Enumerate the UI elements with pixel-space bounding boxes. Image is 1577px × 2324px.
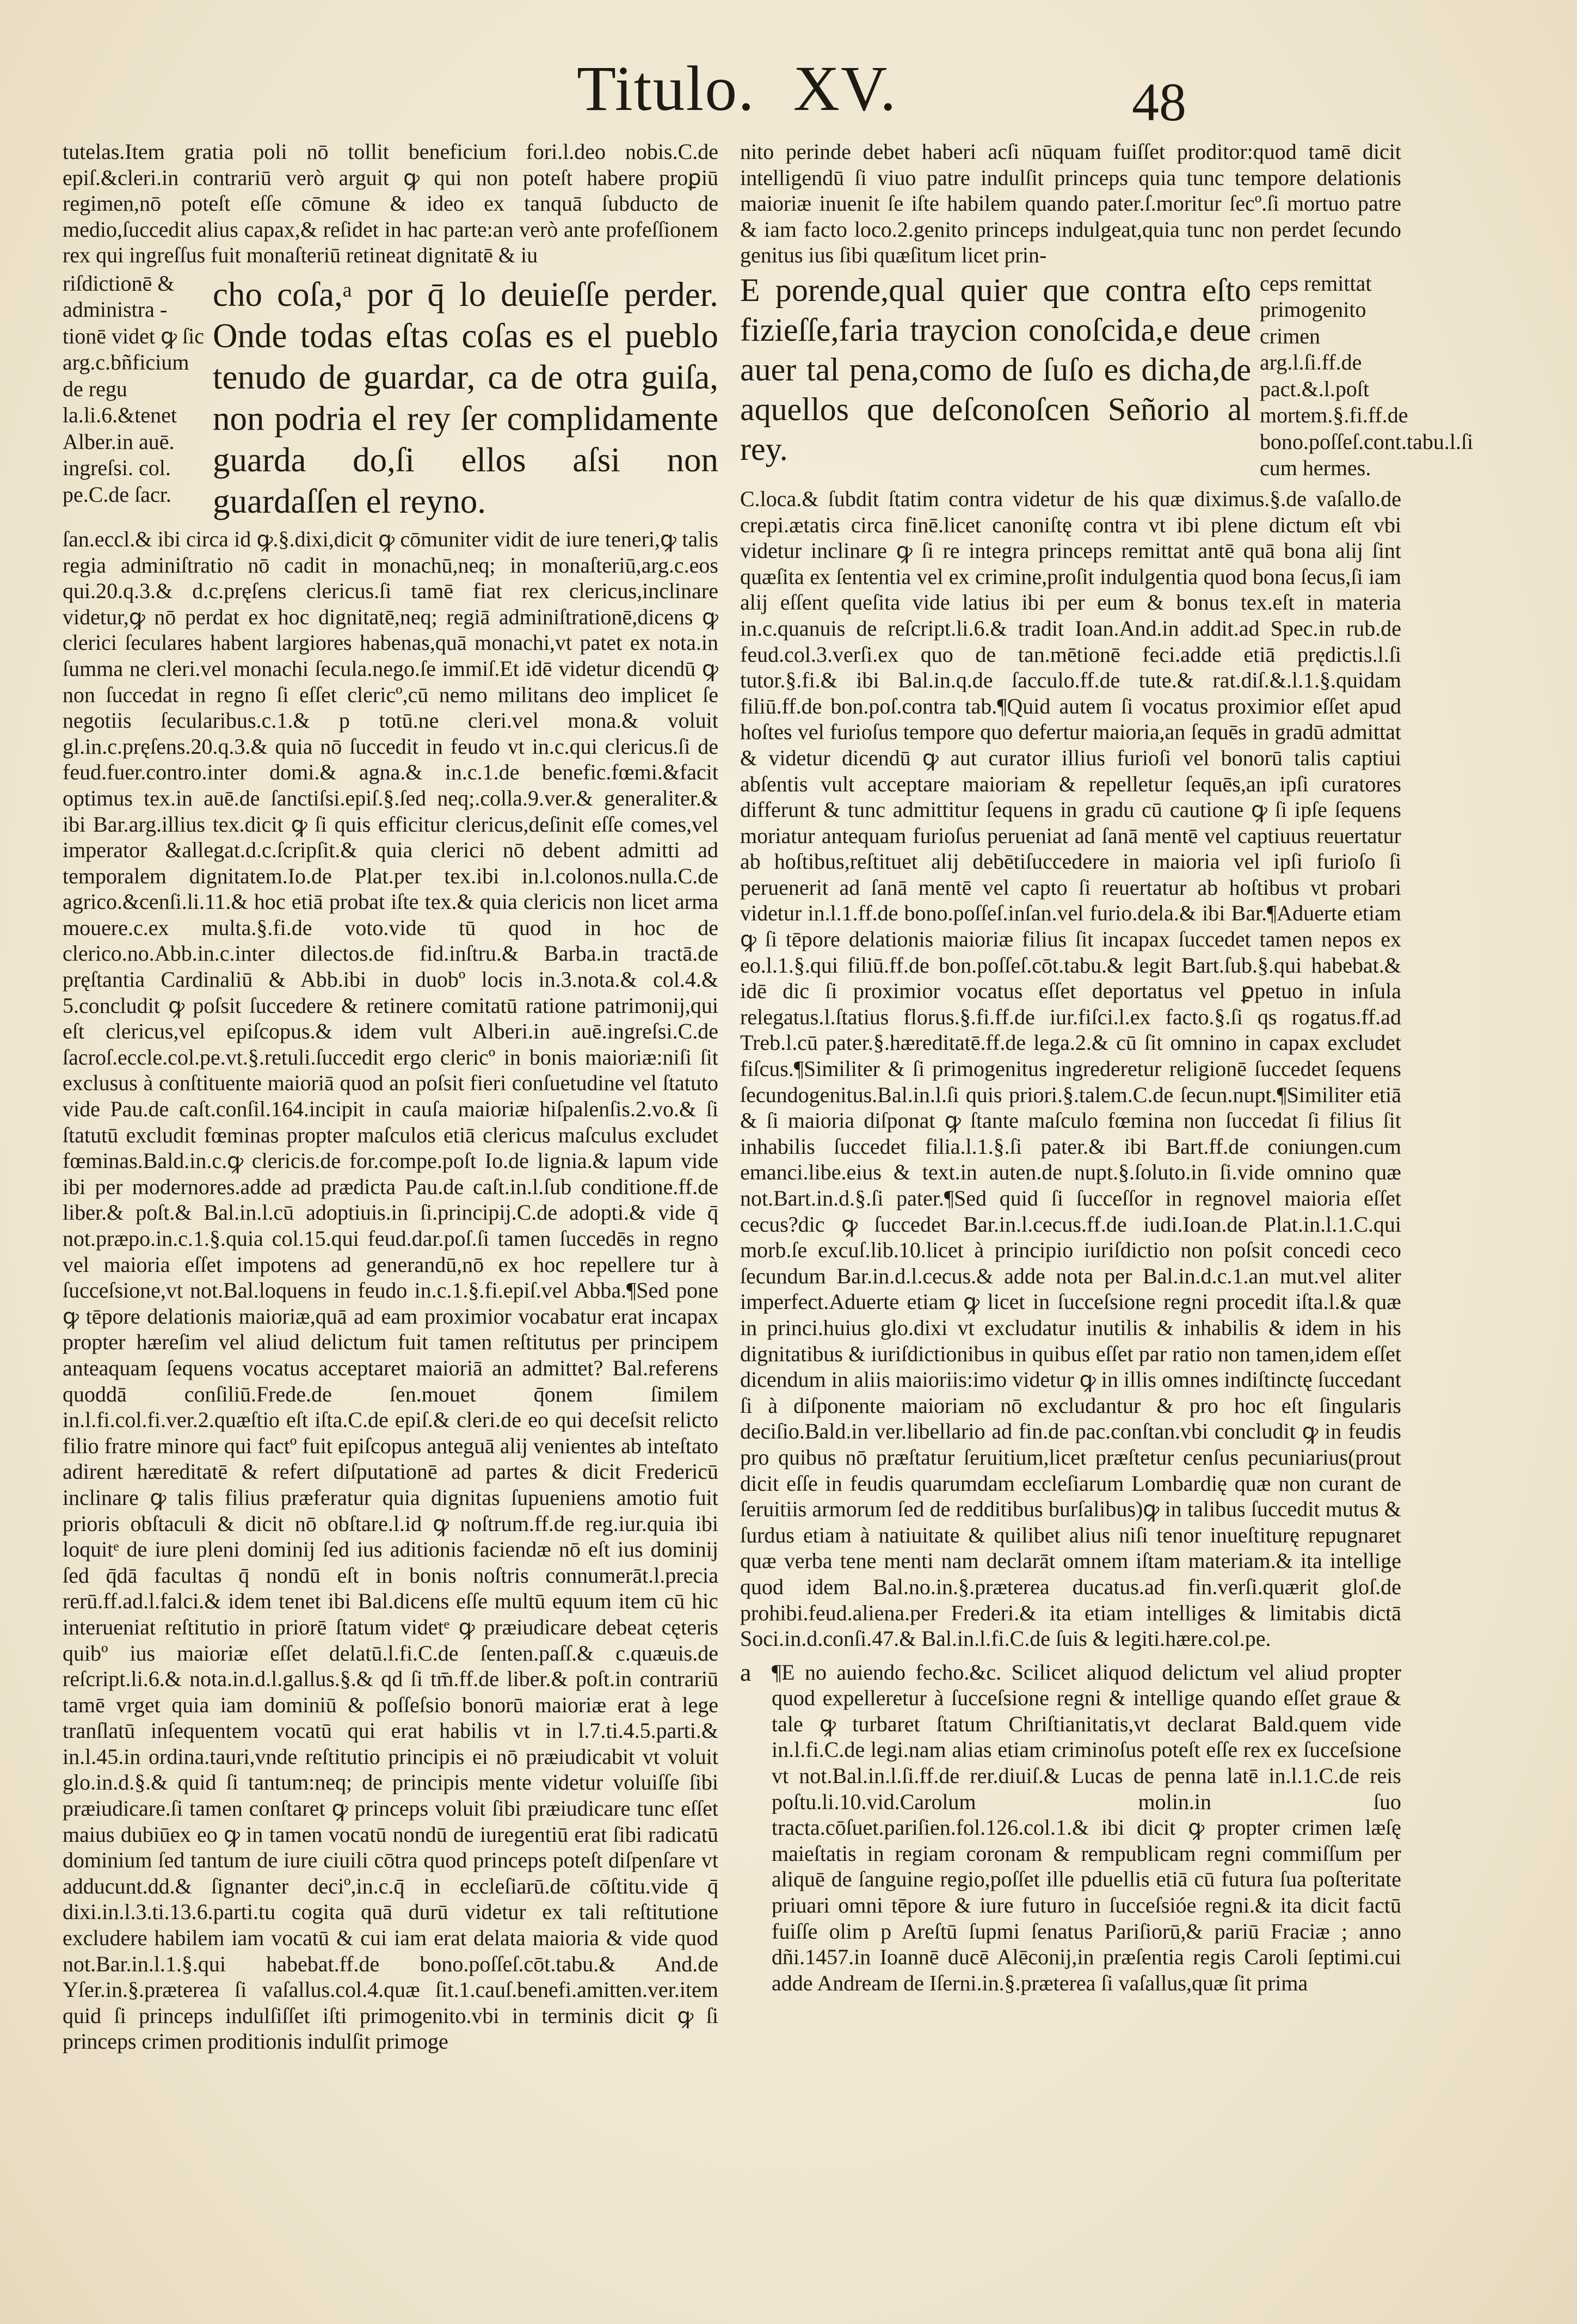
main-text-block [740,270,1474,482]
gloss-side: riſdictionē & administra - tionē videt ꝙ ſic arg.c.bñficium de regu la.li.6.&tenet Alber.in auē. ingreſsi. col. pe.C.de ſacr. [63,270,204,507]
gloss-body: C.loca.& ſubdit ſtatim contra videtur de his quæ diximus.§.de vaſallo.de crepi.ætatis circa finē.licet canoniſtę contra vt ibi plene dictum eſt vbi videtur inclinare ꝙ ſi re integra princeps remittat antē quā bona alij ſint quæſita ex ſententia vel ex crimine,proſit indulgentia quod bona ſecus,ſi iam alij eſſent queſita vide latius ibi per eum & bonus tex.eſt in materia in.c.quanuis de reſcript.li.6.& tradit Ioan.And.in addit.ad Spec.in rub.de feud.col.3.verſi.ex quo de tan.mētionē feci.adde etiā prędictis.l.ſi tutor.§.fi.& ibi Bal.in.q.de ſacculo.ff.de tute.& rat.diſ.&.l.1.§.quidam filiū.ff.de bon.poſ.contra tab.¶Quid autem ſi vocatus proximior eſſet apud hoſtes vel furioſus tempore quo defertur maioria,an ſequēs in gradū admittat & videtur dicendū ꝙ aut curator illius furioſi vel bonorū talis captiui abſentis vult acceptare maioriam & repelletur ſequēs,an ipſi curatores differunt & tunc admittitur ſequens in gradu cū cautione ꝙ ſi ipſe ſequens moriatur antequam furioſus perueniat ad ſanā mentē vel captiuus reuertatur ab hoſtibus,reſtituet alij debētiſuccedere in maioria vel ipſi furioſo ſi peruenerit ad ſanā mentē vel capto ſi reuertatur ab hoſtibus vt probari videtur in.l.1.ff.de bono.poſſeſ.inſan.vel furio.dela.& ibi Bar.¶Aduerte etiam ꝙ ſi tēpore delationis maioriæ filius ſit incapax ſuccedet tamen nepos ex eo.l.1.§.qui filiū.ff.de bon.poſſeſ.cōt.tabu.& legit Bart.ſub.§.qui habebat.& idē dic ſi proximior vocatus eſſet deportatus vel ꝑpetuo in inſula relegatus.l.ſtatius florus.§.fi.ff.de iur.fiſci.l.ex facto.§.ſi qs rogatus.ff.ad Treb.l.cū pater.§.hæreditatē.ff.de lega.2.& cū ſit omnino in capax excludet fiſcus.¶Similiter & ſi primogenitus ingrederetur religionē ſuccedet ſequens ſecundogenitus.Bal.in.l.ſi quis priori.§.talem.C.de ſecun.nupt.¶Similiter etiā & ſi maioria diſponat ꝙ ſtante maſculo fœmina non ſuccedat ſi filius ſit inhabilis ſuccedet filia.l.1.§.ſi pater.& ibi Bart.ff.de coniungen.cum emanci.libe.eius & text.in auten.de nupt.§.ſoluto.in ſi.vide omnino quæ not.Bart.in.d.§.ſi pater.¶Sed quid ſi ſucceſſor in regnovel maioria eſſet cecus?dic ꝙ ſuccedet Bar.in.l.cecus.ff.de iudi.Ioan.de Plat.in.l.1.C.qui morb.ſe excuſ.lib.10.licet à principio iuriſdictio non poſsit concedi ceco ſecundum Bar.in.d.l.cecus.& adde nota per Bal.in.d.c.1.an mut.vel aliter imperfect.Aduerte etiam ꝙ licet in ſucceſsione regni procedit iſta.l.& quæ in princi.huius glo.dixi vt excludatur inutilis & inhabilis & idem in his dignitatibus & iuriſdictionibus in quibus eſſet par ratio non tamen,idem eſſet dicendum in aliis maioriis:imo videtur ꝙ in illis omnes indiſtinctę ſuccedant ſi à diſponente maioriam nō excludantur & pro hoc eſt ſingularis deciſio.Bald.in ver.libellario ad fin.de pac.conſtan.vbi concludit ꝙ in feudis pro quibus nō præſtatur ſeruitium,licet præſtetur cenſus pecuniarius(prout dicit eſſe in feudis quarumdam eccleſiarum Lombardię quæ non curant de ſeruitiis armorum ſed de redditibus burſalibus)ꝙ in talibus ſuccedit mutus & ſurdus etiam à natiuitate & quilibet alius niſi tenor inueſtiturę repugnaret quæ verba tene menti nam declarāt omnem iſtam materiam.& ita intellige quod idem Bal.no.in.§.præterea ducatus.ad fin.verſi.quærit gloſ.de prohibi.feud.aliena.per Frederi.& ita etiam intelliges & limitabis dictā Soci.in.d.conſi.47.& Bal.in.l.fi.C.de ſuis & legiti.hære.col.pe. [740,486,1401,1651]
gloss-body: ſan.eccl.& ibi circa id ꝙ.§.dixi,dicit ꝙ cōmuniter vidit de iure teneri,ꝙ talis regia adminiſtratio nō cadit in monachū,neq; in monaſteriū,arg.c.eos qui.20.q.3.& d.c.pręſens clericus.ſi tamē fiat rex clericus,inclinare videtur,ꝙ nō perdat ex hoc dignitatē,neq; regiā adminiſtrationē,dicens ꝙ clerici ſeculares habent largiores habenas,quā monachi,vt patet ex nota.in ſumma ne cleri.vel monachi ſecula.nego.ſe immiſ.Et idē videtur dicendū ꝙ non ſuccedat in regno ſi eſſet clericº,cū nemo militans deo implicet ſe negotiis ſecularibus.c.1.& p totū.ne cleri.vel mona.& voluit gl.in.c.pręſens.20.q.3.& quia nō ſuccedit in feudo vt in.c.qui clericus.ſi de feud.fuer.contro.inter domi.& agna.& in.c.1.de benefic.fœmi.&facit optimus tex.in auē.de ſanctiſsi.epiſ.§.ſed neq;.colla.9.ver.& generaliter.& ibi Bar.arg.illius tex.dicit ꝙ ſi quis efficitur clericus,deſinit eſſe comes,vel imperator &allegat.d.c.ſcripſit.& quia clerici nō debent admitti ad temporalem dignitatem.Io.de Plat.per tex.ibi in.l.colonos.nulla.C.de agrico.&cenſi.li.11.& hoc etiā probat iſte tex.& quia clericis non licet arma mouere.c.ex multa.§.fi.de voto.vide tū quod in hoc de clerico.no.Abb.in.c.inter dilectos.de fid.inſtru.& Barba.in tractā.de pręſtantia Cardinaliū & Abb.ibi in duobº locis in.3.nota.& col.4.& 5.concludit ꝙ poſsit ſuccedere & retinere comitatū ratione patrimonij,qui eſt clericus,vel epiſcopus.& idem vult Alberi.in auē.ingreſsi.C.de ſacroſ.eccle.col.pe.vt.§.retuli.ſuccedit ergo clericº in bonis maioriæ:niſi ſit exclusus à conſtituente maioriā quod an poſsit fieri conſuetudine vel ſtatuto vide Pau.de caſt.conſil.164.incipit in cauſa maioriæ hiſpalenſis.2.vo.& ſi ſtatutū excludit fœminas propter maſculos etiā clericus maſculus excludet fœminas.Bald.in.c.ꝙ clericis.de for.compe.poſt Io.de lignia.& lapum vide ibi per modernores.adde ad prædicta Pau.de caſt.in.l.ſub conditione.ff.de liber.& poſt.& Bal.in.l.cū adoptiuis.in ſi.principij.C.de adopti.& vide q̄ not.præpo.in.c.1.§.quia col.15.qui feud.dar.poſ.ſi tamen ſuccedēs in regno vel maioria eſſet impotens ad generandū,nō ex hoc repellere tur à ſucceſsione,vt not.Bal.loquens in feudo in.c.1.§.fi.epiſ.vel Abba.¶Sed pone ꝙ tēpore delationis maioriæ,quā ad eam proximior vocabatur erat incapax propter hæreſim vel aliud delictum fuit tamen reſtitutus per principem anteaquam ſequens vocatus acceptaret maioriā an admittet? Bal.referens quoddā conſiliū.Frede.de ſen.mouet q̄onem ſimilem in.l.fi.col.fi.ver.2.quæſtio eſt iſta.C.de epiſ.& cleri.de eo qui deceſsit relicto filio fratre minore qui factº fuit epiſcopus anteguā alij venientes ab inteſtato adirent hæreditatē & refert diſputationē ad partes & dicit Fredericū inclinare ꝙ talis filius præferatur quia dignitas ſupueniens amotio fuit prioris obſtaculi & dicit nō obſtare.l.id ꝙ noſtrum.ff.de reg.iur.quia ibi loquitᵉ de iure pleni dominij ſed ius aditionis faciendæ nō eſt ius dominij ſed q̄dā facultas q̄ nondū eſt in bonis noſtris connumerāt.l.precia rerū.ff.ad.l.falci.& idem tenet ibi Bal.dicens eſſe multū equum item cū hic interueniat reſtitutio in priorē ſtatum videtᵉ ꝙ præiudicare debeat cęteris quibº ius maioriæ eſſet delatū.l.fi.C.de ſenten.paſſ.& c.quæuis.de reſcript.li.6.& nota.in.d.l.gallus.§.& qd ſi tm̄.ff.de liber.& poſt.in contrariū tamē vrget quia iam dominiū & poſſeſsio bonorū maioriæ erat à lege tranſlatū inſequentem vocatū qui erat habilis vt in l.7.ti.4.5.parti.& in.l.45.in ordina.tauri,vnde reſtitutio principis ei nō præiudicabit vt voluit glo.in.d.§.& quid ſi tantum:neq; de principis mente videtur voluiſſe ſibi præiudicare.ſi tamen conſtaret ꝙ princeps voluit ſibi præiudicare tunc eſſet maius dubiūex eo ꝙ in tamen vocatū nondū de iuregentiū erat ſibi radicatū dominium ſed tantum de iure ciuili cōtra quod princeps poteſt diſpenſare vt adducunt.dd.& ſignanter deciº,in.c.q̄ in eccleſiarū.de cōſtitu.vide q̄ dixi.in.l.3.ti.13.6.parti.tu cogita quā durū videtur ex tali reſtitutione excludere habilem iam vocatū & cui iam erat delata maioria & vide quod not.Bar.in.l.1.§.qui habebat.ff.de bono.poſſeſ.cōt.tabu.& And.de Yſer.in.§.præterea ſi vaſallus.col.4.quæ ſit.1.cauſ.benefi.amitten.ver.item quid ſi princeps indulſiſſet iſti primogenito.vbi in terminis dicit ꝙ ſi princeps crimen proditionis indulſit primoge [63,526,718,2054]
main-text: cho coſa,ᵃ por q̄ lo deuieſſe perder. Onde todas eſtas coſas es el pueblo tenudo de guardar, ca de otra guiſa, non podria el rey ſer complidamente guarda do,ſi ellos aſsi non guardaſſen el reyno. [213,275,718,520]
gloss-side: ceps remittat primogenito crimen arg.l.ſi.ff.de pact.&.l.poſt mortem.§.fi.ff.de bono.poſſeſ.cont.tabu.l.ſi cum hermes. [1260,270,1474,481]
left-column [63,139,718,2055]
footnote-mark: a [740,1658,751,1686]
running-title: Titulo. [577,53,755,124]
gloss-top: nito perinde debet haberi acſi nūquam fuiſſet proditor:quod tamē dicit intelligendū ſi viuo patre indulſit princeps quia tunc tempore delationis maioriæ inuenit ſe iſte habilem quando pater.ſ.moritur ſecº.ſi mortuo patre & iam facto loco.2.genito princeps indulgeat,quia tunc non perdet ſecundo genitus ius ſibi quæſitum licet prin- [740,139,1401,268]
main-text-block [63,270,718,522]
footnote [740,1659,1401,1996]
right-column [740,139,1474,1996]
folio-number: 48 [1132,72,1186,132]
title-number: XV. [793,53,897,124]
footnote-text: ¶E no auiendo fecho.&c. Scilicet aliquod delictum vel aliud propter quod expelleretur à ſucceſsione regni & intellige quando eſſet graue & tale ꝙ turbaret ſtatum Chriſtianitatis,vt declarat Bald.quem vide in.l.fi.C.de legi.nam alias etiam criminoſus poteſt eſſe rex ex ſucceſsione vt not.Bal.in.l.ſi.ff.de rer.diuiſ.& Lucas de penna latē in.l.1.C.de reis poſtu.li.10.vid.Carolum molin.in ſuo tracta.cōſuet.pariſien.fol.126.col.1.& ibi dicit ꝙ propter crimen læſę maieſtatis in regiam coronam & rempublicam regni commiſſum per aliquē de ſanguine regio,poſſet ille pduellis etiā cū futura ſua poſteritate priuari omni tēpore & iure futuro in ſucceſsióe regni.& ita dicit factū fuiſſe olim p Areſtū ſupmi ſenatus Pariſiorū,& pariū Fraciæ ; anno dñi.1457.in Ioannē ducē Alēconij,in præſentia regis Caroli ſeptimi.cui adde Andream de Iſerni.in.§.præterea ſi vaſallus,quæ ſit prima [772,1659,1401,1995]
running-header [577,52,935,128]
main-text: E porende,qual quier que contra eſto fizieſſe,faria traycion conoſcida,e deue auer tal pena,como de ſuſo es dicha,de aquellos que deſconoſcen Señorio al rey. [740,272,1251,467]
gloss-top: tutelas.Item gratia poli nō tollit beneficium fori.l.deo nobis.C.de epiſ.&cleri.in contrariū verò arguit ꝙ qui non poteſt habere proꝑiū regimen,nō poteſt eſſe cōmune & ideo ex tanquā ſubducto de medio,ſuccedit alius capax,& reſidet in hac parte:an verò ante profeſſionem rex qui ingreſſus fuit monaſteriū retineat dignitatē & iu [63,139,718,268]
